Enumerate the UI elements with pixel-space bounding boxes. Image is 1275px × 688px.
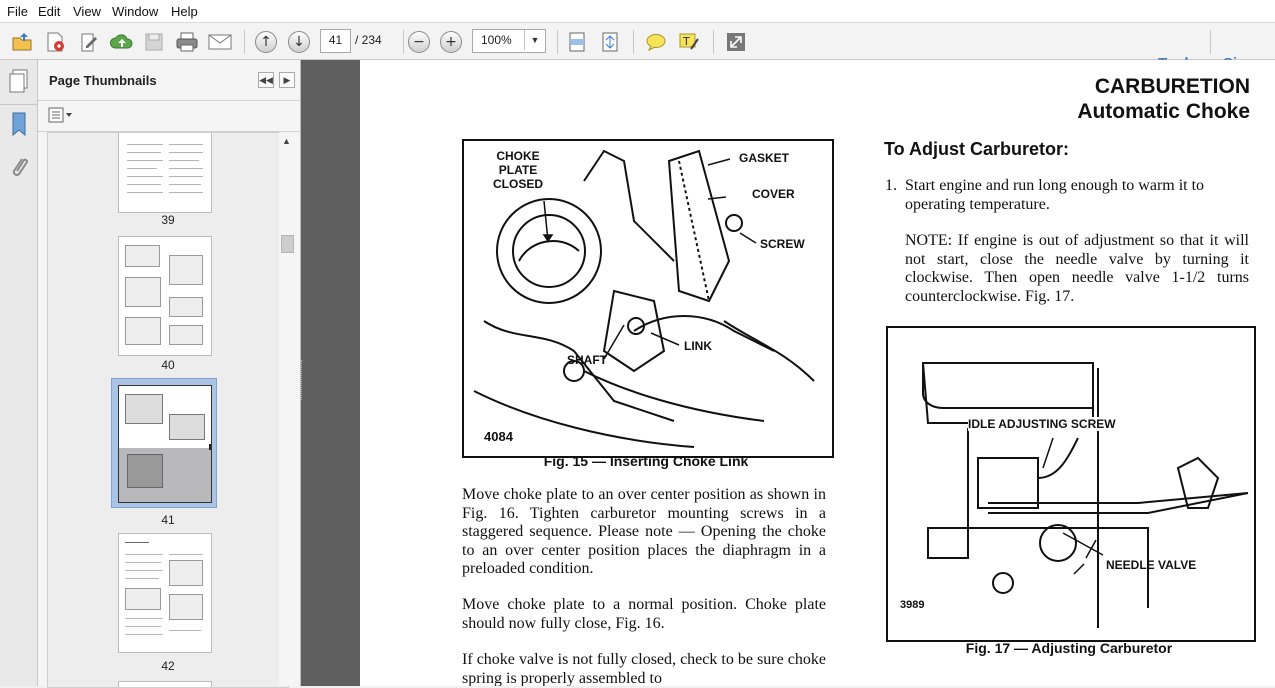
paragraph: Move choke plate to a normal position. Choke plate should now fully close, Fig. 16. bbox=[462, 596, 826, 632]
thumbnails-scrollbar[interactable] bbox=[279, 132, 296, 686]
chevron-down-icon[interactable]: ▼ bbox=[524, 30, 545, 50]
page-total: / 234 bbox=[355, 33, 382, 47]
thumbnail-page[interactable] bbox=[118, 236, 212, 356]
page-number-input[interactable]: 41 bbox=[320, 29, 351, 53]
zoom-select[interactable] bbox=[472, 29, 546, 53]
toolbar-separator bbox=[713, 30, 714, 54]
page-up-icon[interactable]: ↑ bbox=[253, 29, 279, 55]
toolbar-separator bbox=[403, 30, 404, 54]
zoom-out-icon[interactable]: − bbox=[406, 29, 432, 55]
bookmarks-icon[interactable] bbox=[7, 110, 31, 138]
expand-panel-icon[interactable]: ▶ bbox=[279, 72, 295, 88]
thumbnails-panel bbox=[38, 60, 301, 686]
thumbnail-label: 40 bbox=[161, 358, 175, 372]
highlight-icon[interactable] bbox=[676, 29, 702, 55]
thumbnail-page-current[interactable] bbox=[118, 385, 212, 503]
callout-choke-plate: CHOKE PLATE CLOSED bbox=[492, 149, 543, 191]
document-page bbox=[360, 60, 1275, 686]
toolbar-separator bbox=[557, 30, 558, 54]
fit-width-icon[interactable] bbox=[564, 29, 590, 55]
section-heading: To Adjust Carburetor: bbox=[884, 139, 1069, 159]
thumbnail-label: 41 bbox=[161, 513, 175, 527]
panel-title: Page Thumbnails bbox=[49, 73, 157, 88]
scrollbar-thumb[interactable] bbox=[281, 235, 294, 253]
page-header-title: CARBURETION bbox=[1094, 75, 1250, 98]
figure-number: 3989 bbox=[900, 599, 925, 611]
toolbar bbox=[0, 22, 1275, 60]
print-icon[interactable] bbox=[174, 29, 200, 55]
navigation-rail bbox=[0, 60, 38, 686]
paragraph: If choke valve is not fully closed, check to be sure choke spring is properly assembled to bbox=[462, 651, 826, 686]
note-text: NOTE: If engine is out of adjustment so that it will not start, close the needle valve by turning it clockwise. Then open needle valve 1-1/2 turns counterclockwise. Fig. 17. bbox=[905, 232, 1249, 305]
thumbnail-options-bar bbox=[38, 100, 300, 132]
thumbnail-label: 42 bbox=[161, 659, 175, 673]
callout-screw: SCREW bbox=[760, 237, 805, 251]
callout-link: LINK bbox=[684, 339, 712, 353]
scroll-up-icon[interactable]: ▲ bbox=[282, 136, 291, 146]
svg-text:T: T bbox=[683, 35, 690, 48]
open-icon[interactable] bbox=[9, 29, 35, 55]
email-icon[interactable] bbox=[207, 29, 233, 55]
figure-number: 4084 bbox=[484, 429, 513, 444]
page-thumbnails-icon[interactable] bbox=[7, 68, 31, 94]
thumbnail-page[interactable] bbox=[118, 132, 212, 213]
options-menu-icon[interactable] bbox=[47, 106, 73, 124]
figure-17-illustration bbox=[886, 326, 1256, 642]
menu-help[interactable]: Help bbox=[171, 4, 198, 19]
step-number: 1. bbox=[885, 177, 897, 194]
thumbnail-page[interactable] bbox=[118, 533, 212, 653]
callout-idle-adjusting-screw: IDLE ADJUSTING SCREW bbox=[968, 417, 1116, 431]
paragraph: Move choke plate to an over center position as shown in Fig. 16. Tighten carburetor mounting screws in a staggered sequence. Please note — Opening the choke to an over center position places the diaphragm in a preloaded condition. bbox=[462, 486, 826, 577]
panel-splitter[interactable] bbox=[301, 60, 360, 686]
figure-17-caption: Fig. 17 — Adjusting Carburetor bbox=[965, 640, 1173, 656]
page-down-icon[interactable]: ↓ bbox=[286, 29, 312, 55]
figure-15-illustration bbox=[462, 139, 834, 458]
toolbar-separator bbox=[244, 30, 245, 54]
thumbnails-list bbox=[47, 132, 289, 688]
toolbar-separator bbox=[1210, 30, 1211, 54]
thumbnail-page[interactable] bbox=[118, 681, 212, 688]
zoom-value: 100% bbox=[481, 33, 512, 47]
edit-icon[interactable] bbox=[76, 29, 102, 55]
figure-15-caption: Fig. 15 — Inserting Choke Link bbox=[543, 453, 749, 469]
save-icon[interactable] bbox=[141, 29, 167, 55]
page-header-subtitle: Automatic Choke bbox=[1077, 100, 1250, 123]
fullscreen-icon[interactable] bbox=[723, 29, 749, 55]
upload-icon[interactable] bbox=[109, 29, 135, 55]
menu-edit[interactable]: Edit bbox=[38, 4, 61, 19]
thumbnail-label: 39 bbox=[161, 213, 175, 227]
zoom-in-icon[interactable]: + bbox=[438, 29, 464, 55]
toolbar-separator bbox=[633, 30, 634, 54]
menu-view[interactable]: View bbox=[73, 4, 101, 19]
step-text: Start engine and run long enough to warm it to operating temperature. bbox=[905, 177, 1205, 213]
create-pdf-icon[interactable] bbox=[42, 29, 68, 55]
callout-gasket: GASKET bbox=[739, 151, 790, 165]
callout-cover: COVER bbox=[752, 187, 795, 201]
callout-needle-valve: NEEDLE VALVE bbox=[1106, 558, 1197, 572]
menu-window[interactable]: Window bbox=[112, 4, 159, 19]
callout-shaft: SHAFT bbox=[567, 353, 607, 367]
attachments-icon[interactable] bbox=[7, 153, 31, 181]
collapse-panel-icon[interactable]: ◀◀ bbox=[258, 72, 274, 88]
fit-page-icon[interactable] bbox=[597, 29, 623, 55]
menu-bar bbox=[0, 0, 1275, 22]
rail-divider bbox=[0, 104, 38, 105]
comment-icon[interactable] bbox=[643, 29, 669, 55]
menu-file[interactable]: File bbox=[7, 4, 28, 19]
thumbnails-header bbox=[38, 60, 300, 101]
